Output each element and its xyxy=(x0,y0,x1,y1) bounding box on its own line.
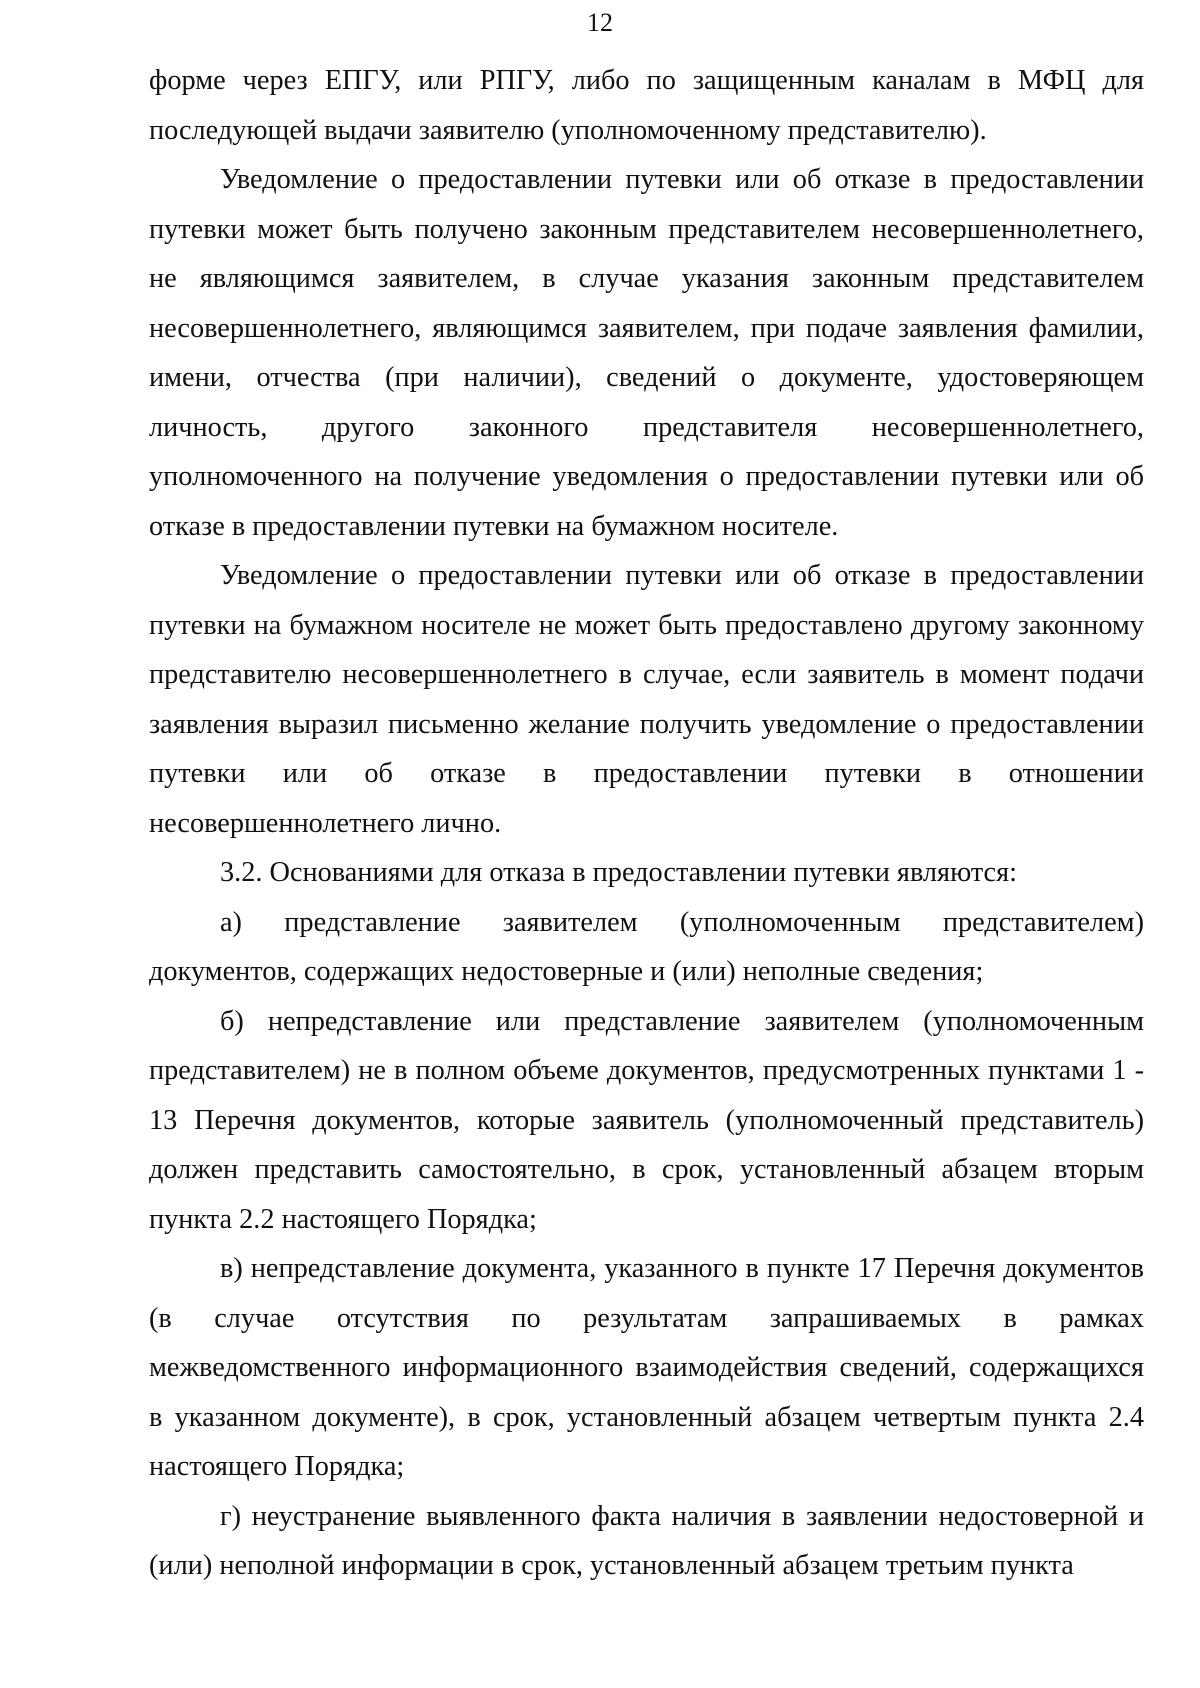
paragraph-notification-other-representative: Уведомление о предоставлении путевки или об отказе в предоставлении путевки может быть получено законным представителем несовершеннолетнего, не являющимся заявителем, в случае указания законным представителем несовершеннолетнего, являющимся заявителем, при подаче заявления фамилии, имени, отчества (при наличии), сведений о документе, удостоверяющем личность, другого законного представителя несовершеннолетнего, уполномоченного на получение уведомления о предоставлении путевки или об отказе в предоставлении путевки на бумажном носителе. xyxy=(149,164,1144,542)
paragraph-delivery-channels: форме через ЕПГУ, или РПГУ, либо по защищенным каналам в МФЦ для последующей выдачи заявителю (уполномоченному представителю). xyxy=(149,65,1144,146)
paragraph-refusal-ground-b: б) непредставление или представление заявителем (уполномоченным представителем) не в полном объеме документов, предусмотренных пунктами 1 - 13 Перечня документов, которые заявитель (уполномоченный представитель) должен представить самостоятельно, в срок, установленный абзацем вторым пункта 2.2 настоящего Порядка; xyxy=(149,1005,1144,1235)
page-number: 12 xyxy=(587,8,613,37)
paragraph-refusal-ground-g: г) неустранение выявленного факта наличия в заявлении недостоверной и (или) неполной информации в срок, установленный абзацем третьим пункта xyxy=(149,1500,1144,1581)
document-body xyxy=(149,56,1144,1591)
paragraph-notification-restriction: Уведомление о предоставлении путевки или об отказе в предоставлении путевки на бумажном носителе не может быть предоставлено другому законному представителю несовершеннолетнего в случае, если заявитель в момент подачи заявления выразил письменно желание получить уведомление о предоставлении путевки или об отказе в предоставлении путевки в отношении несовершеннолетнего лично. xyxy=(149,560,1144,839)
paragraph-refusal-grounds-heading: 3.2. Основаниями для отказа в предоставлении путевки являются: xyxy=(220,857,1017,888)
paragraph-refusal-ground-a: а) представление заявителем (уполномоченным представителем) документов, содержащих недостоверные и (или) неполные сведения; xyxy=(149,906,1144,987)
paragraph-refusal-ground-v: в) непредставление документа, указанного в пункте 17 Перечня документов (в случае отсутствия по результатам запрашиваемых в рамках межведомственного информационного взаимодействия сведений, содержащихся в указанном документе), в срок, установленный абзацем четвертым пункта 2.4 настоящего Порядка; xyxy=(149,1253,1144,1482)
